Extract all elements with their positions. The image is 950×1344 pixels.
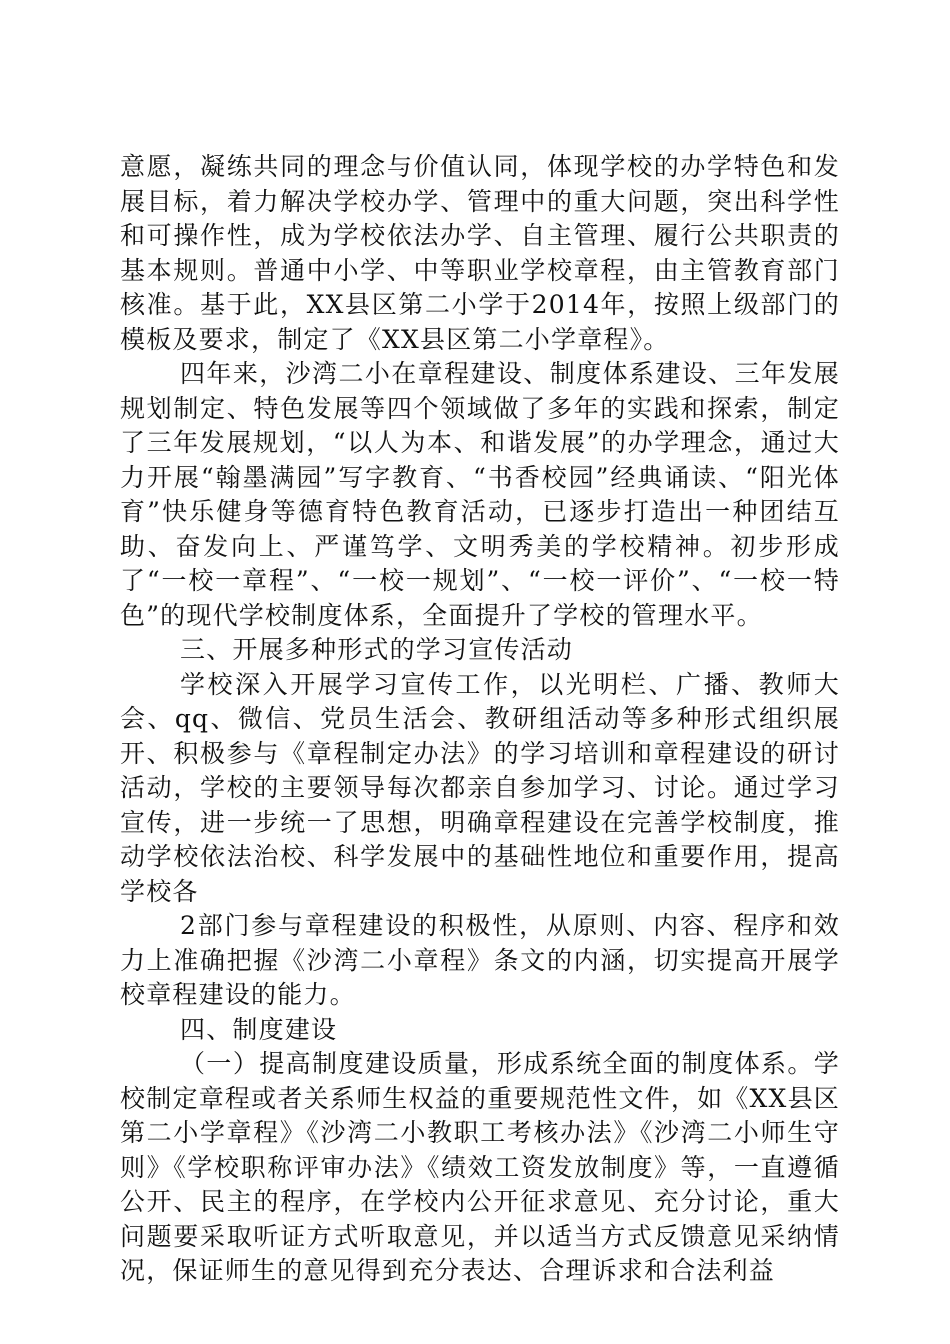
paragraph-departments: 2部门参与章程建设的积极性，从原则、内容、程序和效力上准确把握《沙湾二小章程》条文的内涵，切实提高开展学校章程建设的能力。 [120,911,840,1009]
section-heading-three: 三、开展多种形式的学习宣传活动 [180,635,574,664]
paragraph-study-publicity: 学校深入开展学习宣传工作，以光明栏、广播、教师大会、qq、微信、党员生活会、教研组活动等多种形式组织展开、积极参与《章程制定办法》的学习培训和章程建设的研讨活动，学校的主要领导每次都亲自参加学习、讨论。通过学习宣传，进一步统一了思想，明确章程建设在完善学校制度，推动学校依法治校、科学发展中的基础性地位和重要作用，提高学校各 [120,669,840,906]
document-body [120,150,840,1289]
section-heading-four: 四、制度建设 [180,1014,338,1044]
paragraph-four-years: 四年来，沙湾二小在章程建设、制度体系建设、三年发展规划制定、特色发展等四个领域做了多年的实践和探索，制定了三年发展规划，“以人为本、和谐发展”的办学理念，通过大力开展“翰墨满园”写字教育、“书香校园”经典诵读、“阳光体育”快乐健身等德育特色教育活动，已逐步打造出一种团结互助、奋发向上、严谨笃学、文明秀美的学校精神。初步形成了“一校一章程”、“一校一规划”、“一校一评价”、“一校一特色”的现代学校制度体系，全面提升了学校的管理水平。 [120,359,840,630]
paragraph-system-quality: （一）提高制度建设质量，形成系统全面的制度体系。学校制定章程或者关系师生权益的重要规范性文件，如《XX县区第二小学章程》《沙湾二小教职工考核办法》《沙湾二小师生守则》《学校职称评审办法》《绩效工资发放制度》等，一直遵循公开、民主的程序，在学校内公开征求意见、充分讨论，重大问题要采取听证方式听取意见，并以适当方式反馈意见采纳情况，保证师生的意见得到充分表达、合理诉求和合法利益 [120,1049,840,1285]
paragraph-continuation: 意愿，凝练共同的理念与价值认同，体现学校的办学特色和发展目标，着力解决学校办学、管理中的重大问题，突出科学性和可操作性，成为学校依法办学、自主管理、履行公共职责的基本规则。普通中小学、中等职业学校章程，由主管教育部门核准。基于此，XX县区第二小学于2014年，按照上级部门的模板及要求，制定了《XX县区第二小学章程》。 [120,152,840,354]
